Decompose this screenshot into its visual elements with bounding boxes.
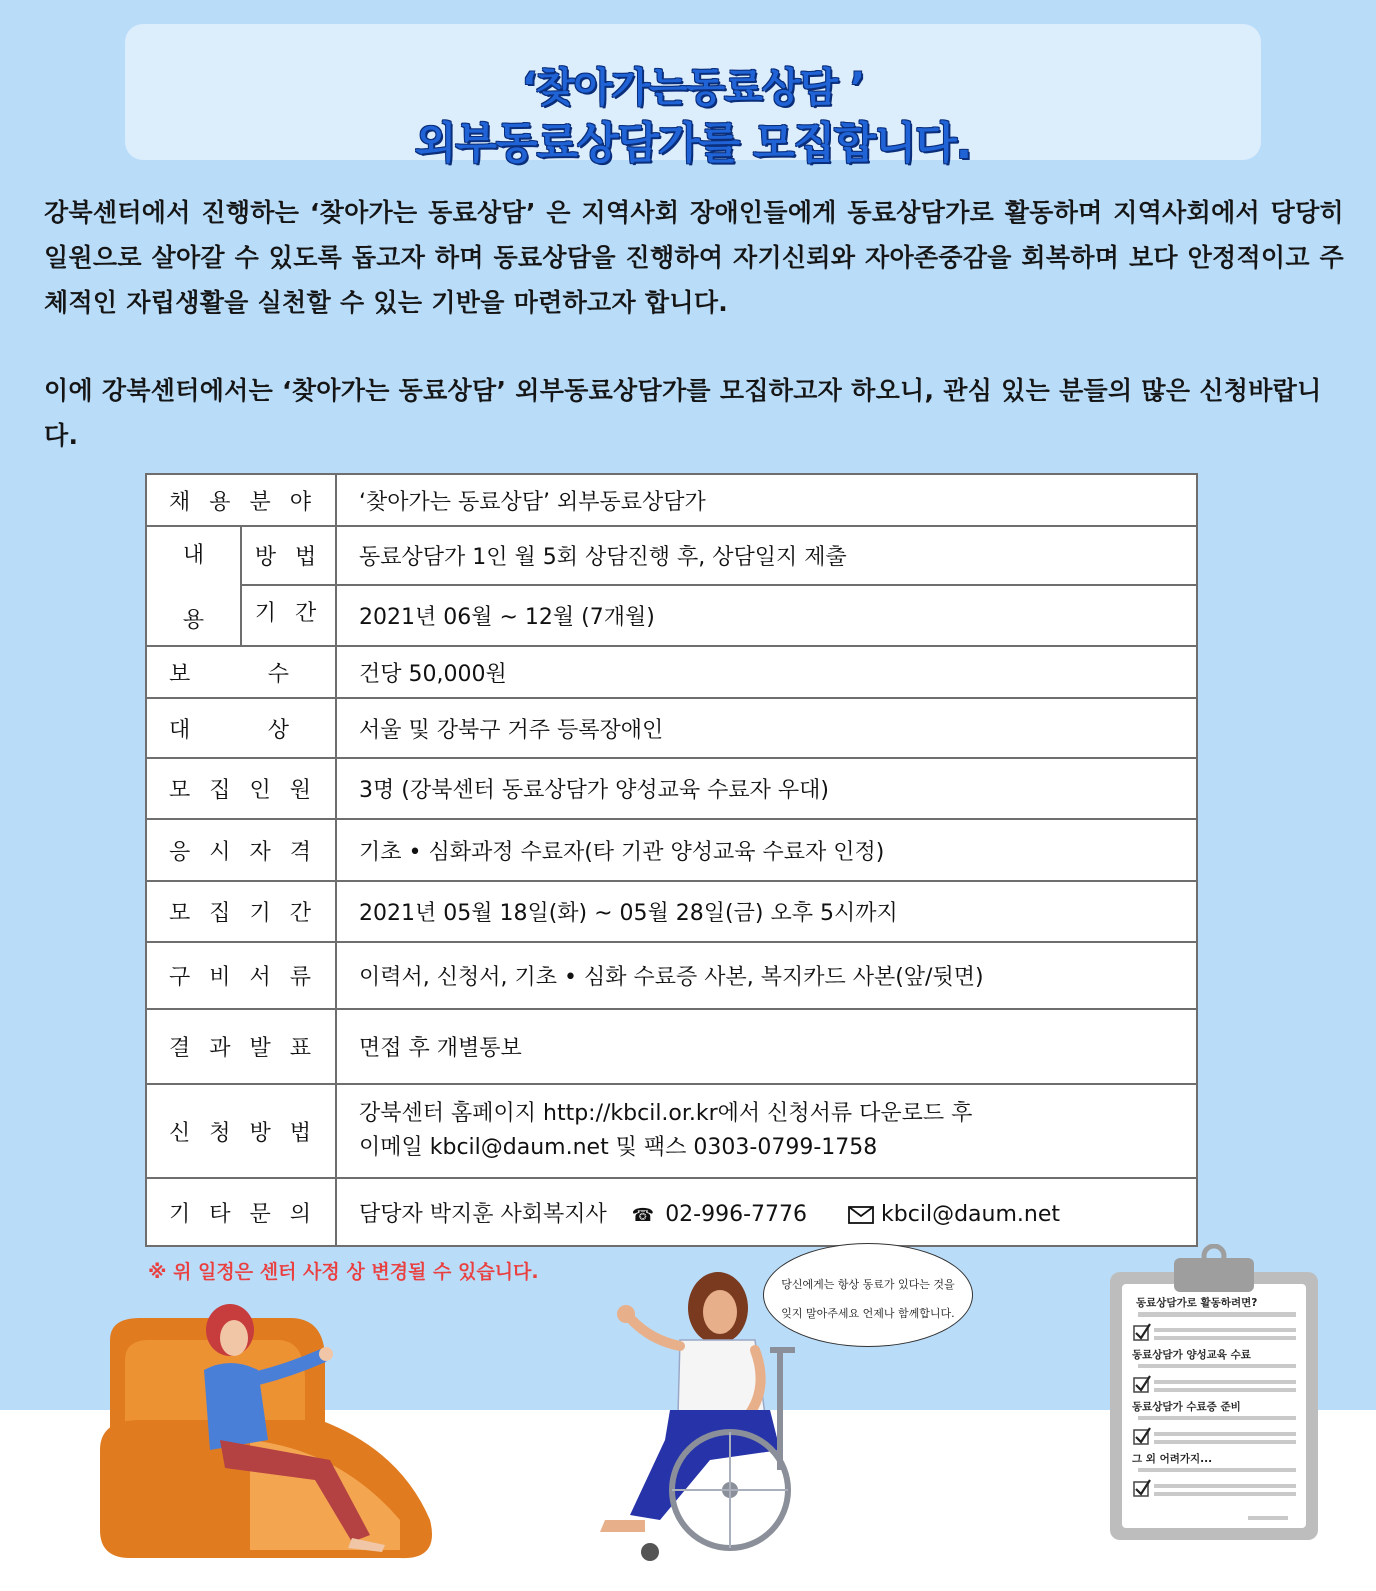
intro-paragraph: 강북센터에서 진행하는 ‘찾아가는 동료상담’ 은 지역사회 장애인들에게 동료상담가로 활동하며 지역사회에서 당당히 일원으로 살아갈 수 있도록 돕고자 하며 동료상담을 진행하여 자기신뢰와 자아존중감을 회복하며 보다 안정적이고 주체적인 자립생활을 실천할 수 있는 기반을 마련하고자 합니다. [44,198,1344,317]
qualification-value: 기초 • 심화과정 수료자(타 기관 양성교육 수료자 인정) [336,819,1197,881]
page-title-line1: ‘찾아가는동료상담 ’ [521,65,865,111]
table-row [146,1009,1197,1084]
result-label: 결 과 발 표 [146,1009,336,1084]
armchair-woman-illustration [100,1300,440,1560]
qualification-label: 응 시 자 격 [146,819,336,881]
documents-label: 구 비 서 류 [146,942,336,1009]
pay-value: 건당 50,000원 [336,646,1197,698]
table-row [146,646,1197,698]
mail-icon [848,1206,874,1224]
pay-label [146,646,336,698]
content-label-bottom: 용 [182,608,205,633]
contact-phone: 02-996-7776 [665,1201,808,1227]
table-row [146,698,1197,758]
contact-value [336,1178,1197,1246]
title-banner [125,24,1261,169]
period-label: 기 간 [241,585,336,646]
apply-line2: 이메일 kbcil@daum.net 및 팩스 0303-0799-1758 [359,1135,878,1160]
checklist-item-label: 그 외 어려가지... [1132,1453,1213,1465]
contact-email: kbcil@daum.net [881,1201,1060,1227]
table-row [146,942,1197,1009]
recruitment-table [145,473,1198,1247]
row-value: ‘찾아가는 동료상담’ 외부동료상담가 [336,474,1197,526]
headcount-label: 모 집 인 원 [146,758,336,819]
content-label [146,526,241,646]
table-row [146,1178,1197,1246]
period-value: 2021년 06월 ~ 12월 (7개월) [336,585,1197,646]
target-label [146,698,336,758]
page-title-line2: 외부동료상담가를 모집합니다. [414,119,972,169]
target-label-b: 상 [267,717,295,743]
headcount-value: 3명 (강북센터 동료상담가 양성교육 수료자 우대) [336,758,1197,819]
contact-person: 담당자 박지훈 사회복지사 [359,1201,607,1227]
recruit-period-value: 2021년 05월 18일(화) ~ 05월 28일(금) 오후 5시까지 [336,881,1197,942]
checklist-item-label: 동료상담가 양성교육 수료 [1132,1349,1251,1361]
apply-value [336,1084,1197,1178]
bubble-line1: 당신에게는 항상 동료가 있다는 것을 [781,1278,955,1291]
table-row [146,526,1197,585]
phone-icon: ☎ [631,1204,655,1226]
table-row [146,819,1197,881]
recruit-period-label: 모 집 기 간 [146,881,336,942]
documents-value: 이력서, 신청서, 기초 • 심화 수료증 사본, 복지카드 사본(앞/뒷면) [336,942,1197,1009]
apply-line1: 강북센터 홈페이지 http://kbcil.or.kr에서 신청서류 다운로드 후 [359,1101,973,1126]
target-label-a: 대 [169,717,197,743]
checklist-item-label: 동료상담가 수료증 준비 [1132,1401,1241,1413]
speech-bubble [763,1243,973,1347]
clipboard-illustration [1108,1244,1322,1544]
invite-paragraph: 이에 강북센터에서는 ‘찾아가는 동료상담’ 외부동료상담가를 모집하고자 하오니, 관심 있는 분들의 많은 신청바랍니다. [44,376,1322,450]
content-label-top: 내 [182,543,205,568]
table-row [146,585,1197,646]
table-row [146,758,1197,819]
contact-label: 기 타 문 의 [146,1178,336,1246]
pay-label-a: 보 [169,661,197,687]
table-row [146,474,1197,526]
target-value: 서울 및 강북구 거주 등록장애인 [336,698,1197,758]
result-value: 면접 후 개별통보 [336,1009,1197,1084]
clipboard-heading: 동료상담가로 활동하려면? [1136,1297,1258,1309]
table-row [146,1084,1197,1178]
method-value: 동료상담가 1인 월 5회 상담진행 후, 상담일지 제출 [336,526,1197,585]
method-label: 방 법 [241,526,336,585]
row-label: 채 용 분 야 [146,474,336,526]
schedule-notice: ※ 위 일정은 센터 사정 상 변경될 수 있습니다. [148,1261,539,1283]
apply-label: 신 청 방 법 [146,1084,336,1178]
bubble-line2: 잊지 말아주세요 언제나 함께합니다. [781,1307,955,1320]
pay-label-b: 수 [267,661,295,687]
table-row [146,881,1197,942]
